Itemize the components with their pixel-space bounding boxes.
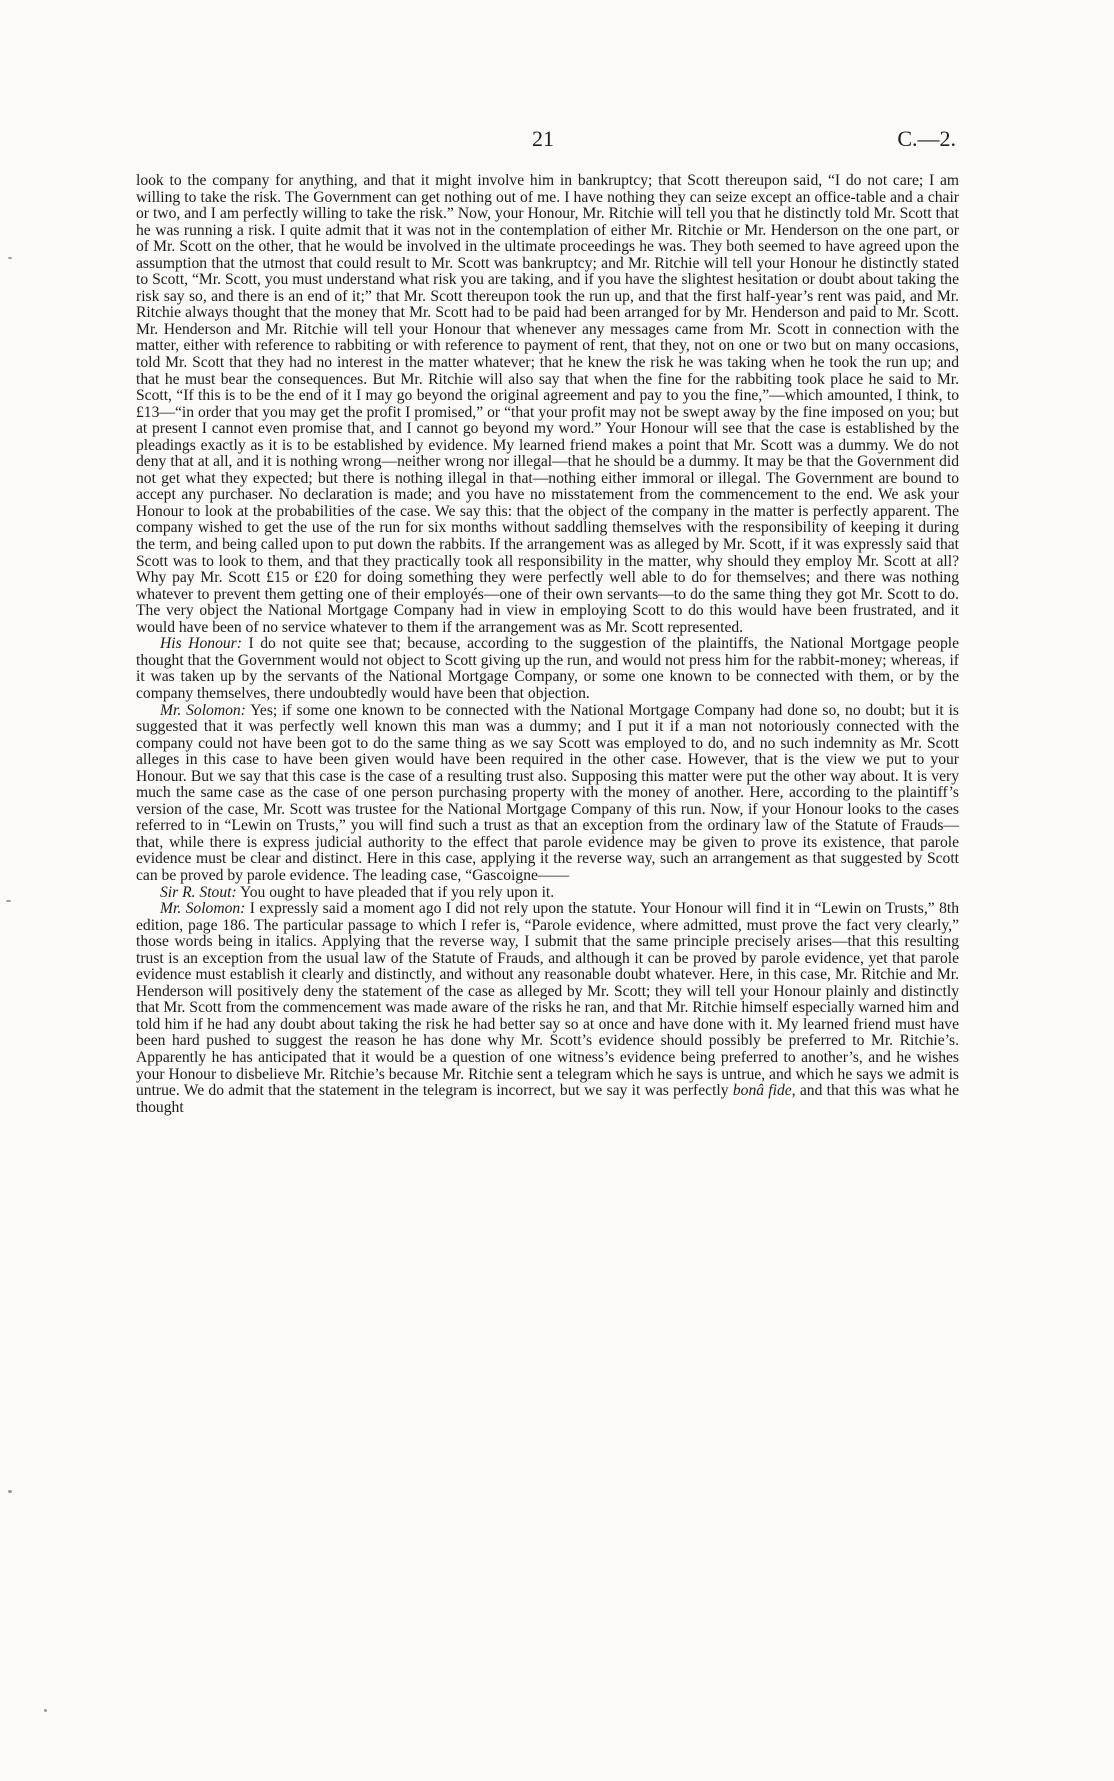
italic-phrase: bonâ fide (732, 1082, 792, 1100)
paragraph-tail: , and that this was what he thought (136, 1082, 959, 1116)
paragraph-4 (136, 885, 959, 902)
paragraph-5 (136, 901, 959, 1116)
paragraph-1 (136, 173, 959, 636)
paragraph-3 (136, 703, 959, 885)
paragraph-text: You ought to have pleaded that if you rely upon it. (240, 883, 555, 901)
speaker-his-honour: His Honour: (160, 635, 242, 653)
paragraph-text: I do not quite see that; because, according to the suggestion of the plaintiffs, the National Mortgage people thought that the Government would not object to Scott giving up the run, and would not press him for the rabbit-money; whereas, if it was taken up by the servants of the National Mortgage Company, or some one known to be connected with them, or by the company themselves, there undoubtedly would have been that objection. (136, 635, 959, 702)
page-header (0, 126, 1114, 156)
document-reference: C.—2. (897, 126, 956, 151)
paragraph-text: Yes; if some one known to be connected with the National Mortgage Company had done so, no doubt; but it is suggested that it was perfectly well known this man was a dummy; and I put it if a man not notoriously connected with the company could not have been got to do the same thing as we say Scott was employed to do, and no such indemnity as Mr. Scott alleges in this case to have been given would have been required in the other case. However, that is the view we put to your Honour. But we say that this case is the case of a resulting trust also. Supposing this matter were put the other way about. It is very much the same case as the case of one person purchasing property with the money of another. Here, according to the plaintiff’s version of the case, Mr. Scott was trustee for the National Mortgage Company of this run. Now, if your Honour looks to the cases referred to in “Lewin on Trusts,” you will find such a trust as that an exception from the ordinary law of the Statute of Frauds—that, while there is express judicial authority to the effect that parole evidence may be given to prove its existence, that parole evidence must be clear and distinct. Here in this case, applying it the reverse way, such an arrangement as that suggested by Scott can be proved by parole evidence. The leading case, “Gascoigne—— (136, 701, 959, 884)
speaker-mr-solomon: Mr. Solomon: (160, 900, 246, 918)
scan-mark (6, 900, 11, 902)
speaker-sir-r-stout: Sir R. Stout: (160, 883, 237, 901)
paragraph-2 (136, 636, 959, 702)
paragraph-text: look to the company for anything, and that it might involve him in bankruptcy; that Scott thereupon said, “I do not care; I am willing to take the risk. The Government can get nothing out of me. I have nothing they can seize except an office-table and a chair or two, and I am perfectly willing to take the risk.” Now, your Honour, Mr. Ritchie will tell you that he distinctly told Mr. Scott that he was running a risk. I quite admit that it was not in the contemplation of either Mr. Ritchie or Mr. Henderson on the one part, or of Mr. Scott on the other, that he would be involved in the ultimate proceedings he was. They both seemed to have agreed upon the assumption that the utmost that could result to Mr. Scott was bankruptcy; and Mr. Ritchie will tell your Honour he distinctly stated to Scott, “Mr. Scott, you must understand what risk you are taking, and if you have the slightest hesitation or doubt about taking the risk say so, and there is an end of it;” that Mr. Scott thereupon took the run up, and that the first half-year’s rent was paid, and Mr. Ritchie always thought that the money that Mr. Scott had to be paid had been arranged for by Mr. Henderson and paid to Mr. Scott. Mr. Henderson and Mr. Ritchie will tell your Honour that whenever any messages came from Mr. Scott in connection with the matter, either with reference to rabbiting or with reference to payment of rent, that they, not on one or two but on many occasions, told Mr. Scott that they had no interest in the matter whatever; that he knew the risk he was taking when he took the run up; and that he must bear the consequences. But Mr. Ritchie will also say that when the fine for the rabbiting took place he said to Mr. Scott, “If this is to be the end of it I may go beyond the original agreement and pay to you the fine,”—which amounted, I think, to £13—“in order that you may get the profit I promised,” or “that your profit may not be swept away by the fine imposed on you; but at present I cannot even promise that, and I cannot go beyond my word.” Your Honour will see that the case is established by the pleadings exactly as it is to be established by evidence. My learned friend makes a point that Mr. Scott was a dummy. We do not deny that at all, and it is nothing wrong—neither wrong nor illegal—that he should be a dummy. It may be that the Government did not get what they expected; but there is nothing illegal in that—nothing either immoral or illegal. The Government are bound to accept any purchaser. No declaration is made; and you have no misstatement from the commencement to the end. We ask your Honour to look at the probabilities of the case. We say this: that the object of the company in the matter is perfectly apparent. The company wished to get the use of the run for six months without saddling themselves with the responsibility of keeping it during the term, and being called upon to put down the rabbits. If the arrangement was as alleged by Mr. Scott, if it was expressly said that Scott was to look to them, and that they practically took all responsibility in the matter, why should they employ Mr. Scott at all? Why pay Mr. Scott £15 or £20 for doing something they were perfectly well able to do for themselves; and there was nothing whatever to prevent them getting one of their employés—one of their own servants—to do the same thing they got Mr. Scott to do. The very object the National Mortgage Company had in view in employing Scott to do this would have been frustrated, and it would have been of no service whatever to them if the arrangement was as Mr. Scott represented. (136, 172, 959, 636)
body-text (136, 173, 959, 1116)
page-number: 21 (532, 126, 554, 151)
scan-mark (44, 1709, 47, 1712)
paragraph-text: I expressly said a moment ago I did not rely upon the statute. Your Honour will find it in “Lewin on Trusts,” 8th edition, page 186. The particular passage to which I refer is, “Parole evidence, where admitted, must prove the fact very clearly,” those words being in italics. Applying that the reverse way, I submit that the same principle precisely arises—that this resulting trust is an exception from the usual law of the Statute of Frauds, and although it can be proved by parole evidence, yet that parole evidence must establish it clearly and distinctly, and without any reasonable doubt whatever. Here, in this case, Mr. Ritchie and Mr. Henderson will positively deny the statement of the case as alleged by Mr. Scott; they will tell your Honour plainly and distinctly that Mr. Scott from the commencement was made aware of the risks he ran, and that Mr. Ritchie himself especially warned him and told him if he had any doubt about taking the risk he had better say so at once and have done with it. My learned friend must have been hard pushed to suggest the reason he has done why Mr. Scott’s evidence should possibly be preferred to Mr. Ritchie’s. Apparently he has anticipated that it would be a question of one witness’s evidence being preferred to another’s, and he wishes your Honour to disbelieve Mr. Ritchie’s because Mr. Ritchie sent a telegram which he says is untrue, and which he says we admit is untrue. We do admit that the statement in the telegram is incorrect, but we say it was perfectly (136, 900, 959, 1100)
speaker-mr-solomon: Mr. Solomon: (160, 701, 246, 719)
scan-mark (8, 1490, 12, 1493)
scan-mark (8, 257, 12, 259)
